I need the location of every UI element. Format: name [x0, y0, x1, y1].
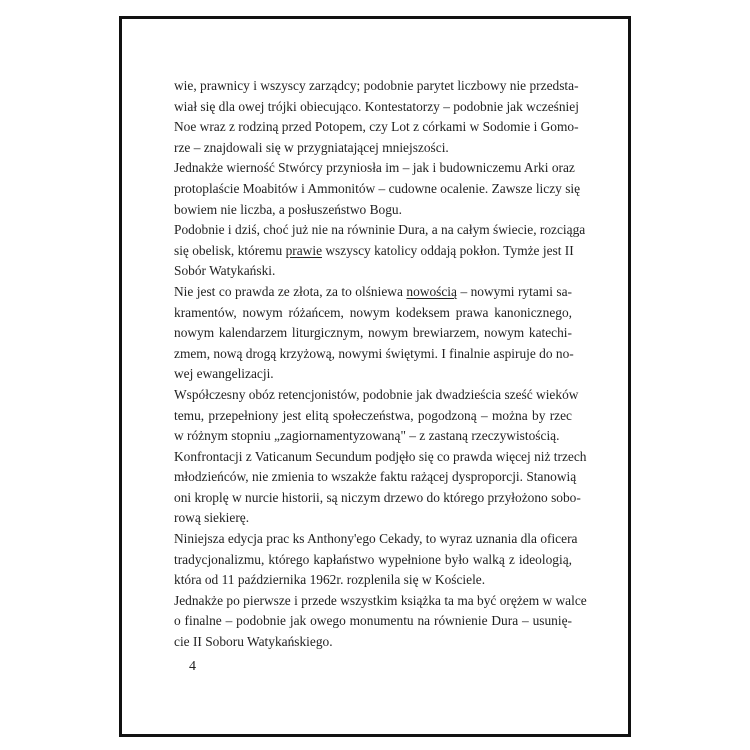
text-line: Współczesny obóz retencjonistów, podobnie jak dwadzieścia sześć wieków — [174, 386, 579, 402]
text-line: rową siekierę. — [174, 510, 250, 526]
text-line: o finalne – podobnie jak owego monumentu na równienie Dura – usunię- — [174, 613, 572, 629]
document-page — [119, 16, 631, 737]
text-line: która od 11 października 1962r. rozplenila się w Kościele. — [174, 572, 486, 588]
text-line: Noe wraz z rodziną przed Potopem, czy Lot z córkami w Sodomie i Gomo- — [174, 119, 579, 135]
text-segment: – nowymi rytami sa- — [456, 283, 573, 299]
text-line: Jednakże wierność Stwórcy przyniosła im – jak i budowniczemu Arki oraz — [174, 160, 575, 176]
text-line — [174, 282, 572, 303]
text-line: rze – znajdowali się w przygniatającej mniejszości. — [174, 139, 449, 155]
text-line: cie II Soboru Watykańskiego. — [174, 634, 333, 650]
text-line: oni kroplę w nurcie historii, są niczym drzewo do którego przyłożono sobo- — [174, 489, 581, 505]
text-line: Niniejsza edycja prac ks Anthony'ego Cekady, to wyraz uznania dla oficera — [174, 531, 578, 547]
text-line: wej ewangelizacji. — [174, 366, 274, 382]
text-line — [174, 241, 572, 262]
text-line: nowym kalendarzem liturgicznym, nowym brewiarzem, nowym katechi- — [174, 325, 572, 341]
text-segment: Nie jest co prawda ze złota, za to olśniewa — [174, 283, 407, 299]
text-line: wiał się dla owej trójki obiecująco. Kontestatorzy – podobnie jak wcześniej — [174, 98, 579, 114]
text-line: protoplaście Moabitów i Ammonitów – cudowne ocalenie. Zawsze liczy się — [174, 180, 581, 196]
text-segment: się obelisk, któremu — [174, 242, 286, 258]
text-line: Jednakże po pierwsze i przede wszystkim książka ta ma być orężem w walce — [174, 592, 587, 608]
text-line: Konfrontacji z Vaticanum Secundum podjęło się co prawda więcej niż trzech — [174, 448, 587, 464]
text-line: zmem, nową drogą krzyżową, nowymi świętymi. I finalnie aspiruje do no- — [174, 345, 574, 361]
page-number: 4 — [189, 659, 196, 674]
underlined-word: nowością — [406, 283, 457, 299]
text-line: temu, przepełniony jest elitą społeczeństwa, pogodzoną – można by rzec — [174, 407, 572, 423]
text-line: w różnym stopniu „zagiornamentyzowaną" – z zastaną rzeczywistością. — [174, 428, 560, 444]
body-text — [174, 76, 587, 653]
text-line: Sobór Watykański. — [174, 263, 276, 279]
underlined-word: prawie — [285, 242, 323, 258]
text-line: kramentów, nowym różańcem, nowym kodeksem prawa kanonicznego, — [174, 304, 572, 320]
text-line: Podobnie i dziś, choć już nie na równinie Dura, a na całym świecie, rozciąga — [174, 222, 586, 238]
text-line: wie, prawnicy i wszyscy zarządcy; podobnie parytet liczbowy nie przedsta- — [174, 78, 579, 93]
text-line: młodzieńców, nie zmienia to wszakże faktu rażącej dysproporcji. Stanowią — [174, 469, 577, 485]
text-line: bowiem nie liczba, a posłuszeństwo Bogu. — [174, 201, 402, 217]
text-line: tradycjonalizmu, którego kapłaństwo wypełnione było walką z ideologią, — [174, 551, 572, 567]
text-segment: wszyscy katolicy oddają pokłon. Tymże jest II — [322, 242, 574, 258]
